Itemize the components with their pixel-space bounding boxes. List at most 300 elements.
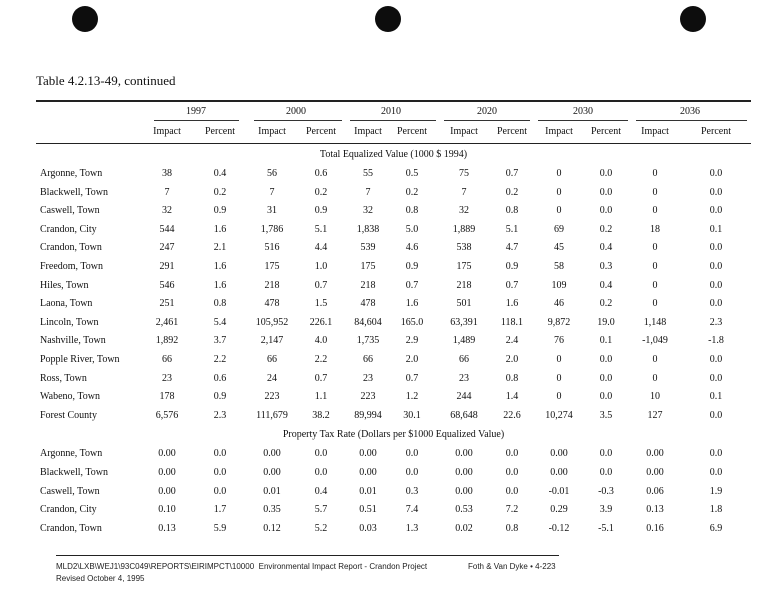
footer-path (56, 562, 427, 571)
row-label: Nashville, Town (40, 335, 106, 347)
binder-hole-center (375, 6, 401, 32)
table-cell: 7.2 (505, 504, 519, 516)
table-cell: 89,994 (354, 409, 382, 421)
table-cell: 1.6 (505, 298, 519, 310)
row-label: Wabeno, Town (40, 391, 100, 403)
year-underline (444, 120, 530, 121)
table-cell: 66 (267, 354, 277, 365)
table-row (0, 410, 782, 426)
binder-hole-right (680, 6, 706, 32)
table-cell: 0.2 (314, 186, 328, 198)
table-cell: 0.4 (599, 279, 613, 291)
table-cell: 0.0 (709, 205, 723, 217)
table-row (0, 187, 782, 203)
table-cell: 0.9 (213, 391, 227, 403)
table-cell: 0.0 (505, 485, 519, 497)
table-cell: 23 (363, 372, 373, 384)
table-cell: 478 (360, 298, 376, 310)
table-cell: 0.2 (599, 223, 613, 235)
table-cell: 3.7 (213, 335, 227, 347)
table-cell: 0.0 (709, 242, 723, 254)
table-cell: 0.8 (213, 298, 227, 310)
table-cell: 0.8 (505, 522, 519, 534)
table-cell: 0.8 (405, 205, 419, 217)
table-cell: 0.00 (158, 448, 176, 460)
table-row (0, 242, 782, 258)
table-cell: 0 (652, 168, 658, 179)
table-cell: 0.8 (505, 205, 519, 217)
table-cell: 66 (459, 354, 469, 365)
table-row (0, 467, 782, 483)
table-cell: 18 (650, 223, 660, 235)
column-header: Percent (591, 126, 621, 137)
table-cell: 0.0 (599, 448, 613, 460)
table-cell: 0.3 (405, 485, 419, 497)
table-cell: 2.3 (213, 409, 227, 421)
column-header: Percent (397, 126, 427, 137)
table-cell: 22.6 (503, 409, 521, 421)
table-cell: 1.7 (213, 504, 227, 516)
table-cell: 30.1 (403, 409, 421, 421)
table-cell: 4.0 (314, 335, 328, 347)
table-cell: 68,648 (450, 409, 478, 421)
table-cell: 0.13 (158, 522, 176, 534)
table-cell: 0 (556, 391, 562, 403)
table-cell: 175 (456, 261, 472, 272)
table-cell: 127 (647, 409, 663, 421)
table-cell: 0.03 (359, 522, 377, 534)
table-row (0, 335, 782, 351)
table-cell: 63,391 (450, 316, 478, 328)
footer-path-text: MLD2\LXB\WEJ1\93C049\REPORTS\EIRIMPCT\10000 (56, 562, 255, 571)
table-cell: 75 (459, 168, 469, 179)
table-cell: 0.13 (646, 504, 664, 516)
table-cell: 31 (267, 205, 277, 217)
table-cell: 0 (652, 372, 658, 384)
row-label: Crandon, Town (40, 522, 102, 534)
table-cell: 0.7 (405, 279, 419, 291)
year-underline (154, 120, 239, 121)
footer-report-title: Environmental Impact Report - Crandon Project (258, 562, 428, 571)
table-cell: 0.00 (158, 467, 176, 478)
row-label: Caswell, Town (40, 485, 100, 497)
table-cell: 32 (363, 205, 373, 217)
footer-firm: Foth & Van Dyke (468, 562, 528, 571)
table-cell: 0.0 (599, 372, 613, 384)
row-label: Crandon, Town (40, 242, 102, 254)
table-cell: 0.2 (213, 186, 227, 198)
table-cell: 1.9 (709, 485, 723, 497)
table-cell: 0.00 (455, 485, 473, 497)
table-cell: 0.00 (646, 448, 664, 460)
table-cell: -1.8 (708, 335, 724, 347)
table-cell: 1.3 (405, 522, 419, 534)
table-cell: 0 (652, 354, 658, 365)
table-cell: 3.5 (599, 409, 613, 421)
table-cell: 0.2 (405, 186, 419, 198)
table-cell: 0.1 (709, 223, 723, 235)
year-header: 2020 (477, 106, 497, 117)
column-header: Percent (497, 126, 527, 137)
table-cell: 0.5 (405, 168, 419, 179)
table-cell: 5.4 (213, 316, 227, 328)
table-cell: 1.1 (314, 391, 328, 403)
table-cell: 2.1 (213, 242, 227, 254)
table-cell: 5.0 (405, 223, 419, 235)
table-cell: 1.5 (314, 298, 328, 310)
table-cell: 218 (360, 279, 376, 291)
table-cell: 111,679 (256, 409, 288, 421)
table-cell: 66 (363, 354, 373, 365)
table-caption: Table 4.2.13-49, continued (36, 73, 176, 88)
table-cell: 7 (365, 186, 371, 198)
table-cell: 0.0 (314, 467, 328, 478)
table-cell: -0.12 (548, 522, 570, 534)
year-header: 2030 (573, 106, 593, 117)
table-cell: 0.01 (263, 485, 281, 497)
table-cell: 1.6 (213, 261, 227, 272)
table-cell: 7 (269, 186, 275, 198)
row-label: Ross, Town (40, 372, 87, 384)
row-label: Forest County (40, 409, 97, 421)
table-cell: 10 (650, 391, 660, 403)
table-cell: 1.0 (314, 261, 328, 272)
table-cell: 0.4 (314, 485, 328, 497)
table-cell: 0 (652, 279, 658, 291)
table-cell: 247 (159, 242, 175, 254)
table-cell: 0.53 (455, 504, 473, 516)
table-cell: 1.6 (405, 298, 419, 310)
table-cell: 0.9 (213, 205, 227, 217)
table-cell: 223 (264, 391, 280, 403)
table-cell: 23 (459, 372, 469, 384)
table-cell: 32 (162, 205, 172, 217)
table-cell: 218 (456, 279, 472, 291)
table-cell: 1.6 (213, 279, 227, 291)
row-label: Lincoln, Town (40, 316, 99, 328)
table-cell: 4.7 (505, 242, 519, 254)
table-cell: 9,872 (547, 316, 571, 328)
footer-page-number: 4-223 (535, 562, 556, 571)
table-cell: 0.7 (505, 279, 519, 291)
table-cell: 2.3 (709, 316, 723, 328)
table-cell: 10,274 (545, 409, 573, 421)
row-label: Blackwell, Town (40, 186, 108, 198)
column-header: Impact (258, 126, 286, 137)
table-cell: 0.0 (405, 448, 419, 460)
table-row (0, 504, 782, 520)
table-cell: 1.2 (405, 391, 419, 403)
column-header: Impact (354, 126, 382, 137)
table-row (0, 373, 782, 389)
table-cell: 32 (459, 205, 469, 217)
table-cell: 118.1 (500, 316, 524, 328)
table-cell: 539 (360, 242, 376, 254)
table-cell: 46 (554, 298, 564, 310)
table-cell: 2.0 (405, 354, 419, 365)
table-cell: 244 (456, 391, 472, 403)
table-cell: 0.0 (314, 448, 328, 460)
table-cell: 178 (159, 391, 175, 403)
table-cell: 0.06 (646, 485, 664, 497)
table-cell: -5.1 (598, 522, 614, 534)
table-cell: 4.4 (314, 242, 328, 254)
table-cell: 0.35 (263, 504, 281, 516)
table-cell: 544 (159, 223, 175, 235)
table-cell: 478 (264, 298, 280, 310)
table-row (0, 298, 782, 314)
table-cell: 218 (264, 279, 280, 291)
table-cell: 0.0 (599, 168, 613, 179)
row-label: Hiles, Town (40, 279, 89, 291)
table-cell: 2.2 (314, 354, 328, 365)
table-cell: 56 (267, 168, 277, 179)
year-header: 1997 (186, 106, 206, 117)
table-cell: 0.1 (709, 391, 723, 403)
table-cell: 1,889 (452, 223, 476, 235)
row-label: Blackwell, Town (40, 467, 108, 478)
table-cell: 291 (159, 261, 175, 272)
section-title: Property Tax Rate (Dollars per $1000 Equalized Value) (282, 429, 505, 441)
table-cell: 0.01 (359, 485, 377, 497)
table-row (0, 523, 782, 539)
table-cell: 0.0 (709, 168, 723, 179)
table-cell: 0.0 (213, 448, 227, 460)
table-cell: 0.00 (455, 467, 473, 478)
table-cell: 0.0 (599, 186, 613, 198)
column-header: Percent (205, 126, 235, 137)
table-cell: 546 (159, 279, 175, 291)
table-cell: 5.2 (314, 522, 328, 534)
table-cell: 0.0 (505, 467, 519, 478)
table-cell: 0 (556, 372, 562, 384)
table-cell: 251 (159, 298, 175, 310)
table-row (0, 168, 782, 184)
table-cell: 0 (556, 168, 562, 179)
table-cell: 0 (556, 205, 562, 217)
footer-rule (56, 555, 559, 556)
table-cell: 0.7 (405, 372, 419, 384)
table-row (0, 486, 782, 502)
table-cell: 2.2 (213, 354, 227, 365)
table-cell: 0.0 (709, 354, 723, 365)
table-row (0, 448, 782, 464)
table-cell: 1,489 (452, 335, 476, 347)
table-cell: 0.2 (505, 186, 519, 198)
table-cell: 0.0 (405, 467, 419, 478)
table-cell: 0.9 (314, 205, 328, 217)
table-cell: 0.00 (263, 467, 281, 478)
table-cell: 175 (360, 261, 376, 272)
table-cell: 3.9 (599, 504, 613, 516)
table-cell: 109 (551, 279, 567, 291)
table-cell: 1,838 (356, 223, 380, 235)
table-cell: 66 (162, 354, 172, 365)
table-cell: 0 (652, 298, 658, 310)
row-label: Argonne, Town (40, 448, 103, 460)
table-cell: 2.0 (505, 354, 519, 365)
footer-page-ref: Foth & Van Dyke • 4-223 (468, 562, 556, 571)
row-label: Popple River, Town (40, 354, 120, 365)
table-cell: 38 (162, 168, 172, 179)
year-underline (636, 120, 747, 121)
table-cell: 6.9 (709, 522, 723, 534)
table-row (0, 261, 782, 277)
table-cell: 0.4 (599, 242, 613, 254)
table-cell: 0 (652, 205, 658, 217)
table-cell: 0.00 (455, 448, 473, 460)
table-cell: 0.00 (263, 448, 281, 460)
table-cell: 1,786 (260, 223, 284, 235)
table-cell: 45 (554, 242, 564, 254)
table-cell: 2,147 (260, 335, 284, 347)
column-header: Impact (450, 126, 478, 137)
table-row (0, 391, 782, 407)
table-cell: 4.6 (405, 242, 419, 254)
table-cell: 0 (652, 242, 658, 254)
row-label: Freedom, Town (40, 261, 103, 272)
table-cell: 7.4 (405, 504, 419, 516)
table-cell: 19.0 (597, 316, 615, 328)
year-header: 2000 (286, 106, 306, 117)
table-cell: 7 (164, 186, 170, 198)
table-cell: 1,735 (356, 335, 380, 347)
row-label: Crandon, City (40, 223, 97, 235)
table-cell: 0 (652, 261, 658, 272)
binder-hole-left (72, 6, 98, 32)
table-cell: 0.0 (709, 409, 723, 421)
table-cell: 0 (556, 186, 562, 198)
table-cell: 0.00 (158, 485, 176, 497)
table-cell: 0.0 (709, 279, 723, 291)
table-cell: 2.4 (505, 335, 519, 347)
table-cell: 0.4 (213, 168, 227, 179)
table-cell: 76 (554, 335, 564, 347)
table-cell: 0.9 (405, 261, 419, 272)
table-cell: 38.2 (312, 409, 330, 421)
table-cell: 1.6 (213, 223, 227, 235)
table-cell: 105,952 (255, 316, 289, 328)
table-cell: 0.0 (709, 448, 723, 460)
table-cell: 0.00 (359, 467, 377, 478)
table-cell: 0.0 (213, 485, 227, 497)
table-cell: 1,148 (643, 316, 667, 328)
year-underline (350, 120, 436, 121)
table-cell: 516 (264, 242, 280, 254)
table-cell: 538 (456, 242, 472, 254)
table-cell: 0.16 (646, 522, 664, 534)
table-cell: 58 (554, 261, 564, 272)
table-top-rule (36, 100, 751, 102)
year-header: 2036 (680, 106, 700, 117)
table-cell: 223 (360, 391, 376, 403)
year-header: 2010 (381, 106, 401, 117)
table-cell: 69 (554, 223, 564, 235)
year-underline (538, 120, 628, 121)
table-cell: 501 (456, 298, 472, 310)
column-header: Impact (641, 126, 669, 137)
table-cell: 0.0 (213, 467, 227, 478)
table-cell: 0.1 (599, 335, 613, 347)
table-cell: 1,892 (155, 335, 179, 347)
table-cell: 0.00 (550, 467, 568, 478)
table-cell: 0.2 (599, 298, 613, 310)
table-cell: 0.0 (709, 298, 723, 310)
table-cell: 7 (461, 186, 467, 198)
row-label: Laona, Town (40, 298, 93, 310)
table-cell: 0.7 (505, 168, 519, 179)
table-cell: 226.1 (309, 316, 333, 328)
row-label: Argonne, Town (40, 168, 103, 179)
table-cell: 0.6 (314, 168, 328, 179)
table-cell: 0.0 (599, 205, 613, 217)
table-cell: 2,461 (155, 316, 179, 328)
table-cell: 0.0 (709, 467, 723, 478)
table-cell: 0.0 (709, 186, 723, 198)
table-cell: 0.00 (646, 467, 664, 478)
table-cell: 0.0 (709, 261, 723, 272)
table-cell: 0.00 (359, 448, 377, 460)
table-cell: 0.00 (550, 448, 568, 460)
table-cell: 0.9 (505, 261, 519, 272)
column-header: Impact (153, 126, 181, 137)
year-underline (254, 120, 342, 121)
table-cell: 0.29 (550, 504, 568, 516)
table-cell: -1,049 (642, 335, 668, 347)
table-cell: 0.0 (599, 467, 613, 478)
table-cell: 0.8 (505, 372, 519, 384)
table-cell: 5.7 (314, 504, 328, 516)
table-cell: 0.7 (314, 279, 328, 291)
table-cell: 0.51 (359, 504, 377, 516)
table-cell: 6,576 (155, 409, 179, 421)
table-cell: 0.0 (599, 354, 613, 365)
table-cell: 175 (264, 261, 280, 272)
table-cell: 24 (267, 372, 277, 384)
section-title: Total Equalized Value (1000 $ 1994) (319, 149, 468, 160)
table-row (0, 317, 782, 333)
table-cell: 0.0 (599, 391, 613, 403)
row-label: Crandon, City (40, 504, 97, 516)
table-cell: 84,604 (354, 316, 382, 328)
footer-revised: Revised October 4, 1995 (56, 574, 145, 583)
header-bottom-rule (36, 143, 751, 144)
table-cell: -0.3 (598, 485, 614, 497)
table-cell: 23 (162, 372, 172, 384)
table-cell: 5.9 (213, 522, 227, 534)
table-row (0, 280, 782, 296)
table-cell: -0.01 (548, 485, 570, 497)
table-cell: 0 (556, 354, 562, 365)
table-cell: 0.02 (455, 522, 473, 534)
row-label: Caswell, Town (40, 205, 100, 217)
table-cell: 165.0 (400, 316, 424, 328)
column-header: Percent (306, 126, 336, 137)
table-row (0, 354, 782, 370)
table-cell: 0.7 (314, 372, 328, 384)
table-cell: 0 (652, 186, 658, 198)
table-cell: 55 (363, 168, 373, 179)
table-cell: 5.1 (314, 223, 328, 235)
table-cell: 0.0 (505, 448, 519, 460)
table-cell: 0.6 (213, 372, 227, 384)
table-row (0, 224, 782, 240)
column-header: Percent (701, 126, 731, 137)
table-cell: 0.12 (263, 522, 281, 534)
table-cell: 1.4 (505, 391, 519, 403)
table-cell: 0.10 (158, 504, 176, 516)
table-cell: 0.3 (599, 261, 613, 272)
